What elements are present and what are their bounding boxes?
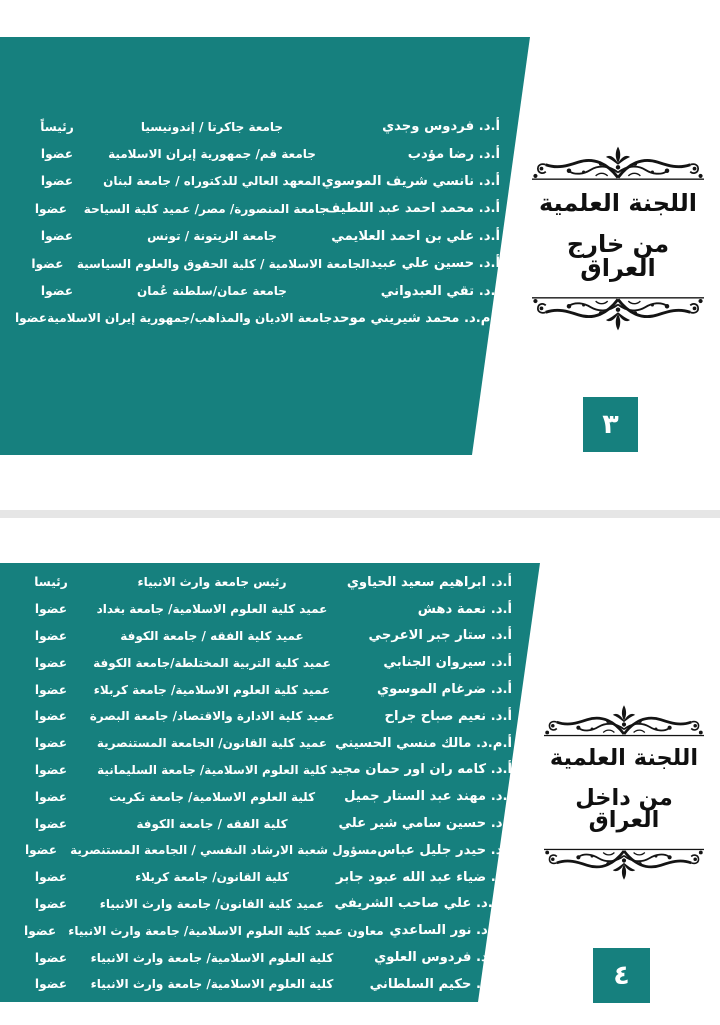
member-name: أ.د. ستار جبر الاعرجي — [368, 628, 512, 644]
member-name: أ.د. محمد احمد عبد اللطيف — [324, 201, 500, 217]
member-role: عضوا — [34, 977, 68, 992]
flourish-ornament-icon — [532, 292, 704, 336]
committee-list-outside — [14, 113, 500, 332]
member-affiliation: كلية العلوم الاسلامية/ جامعة السليمانية — [97, 762, 327, 777]
member-name: أ.م.د. محمد شيريني موحد — [332, 310, 500, 326]
member-affiliation: عميد كلية القانون/ الجامعة المستنصرية — [96, 736, 328, 751]
committee-row — [14, 305, 500, 332]
member-role: عضوا — [34, 762, 68, 777]
member-name: أ.د. فردوس وجدي — [382, 119, 500, 135]
member-role: عضوا — [34, 789, 68, 804]
member-affiliation: جامعة جاكرتا / إندونيسيا — [140, 119, 284, 134]
committee-row — [12, 596, 512, 623]
member-name: أ.د. ابراهيم سعيد الحياوي — [346, 574, 512, 590]
member-name: أ.د. رضا مؤدب — [407, 146, 500, 162]
member-affiliation: كلية العلوم الاسلامية/ جامعة وارث الانبياء — [90, 977, 334, 992]
committee-row — [18, 223, 500, 250]
member-role: عضوا — [31, 256, 64, 271]
member-role: عضوا — [34, 736, 68, 751]
member-affiliation: عميد كلية التربية المختلطة/جامعة الكوفة — [93, 655, 331, 670]
member-affiliation: جامعة المنصورة/ مصر/ عميد كلية السياحة — [83, 201, 328, 216]
committee-row — [18, 195, 500, 222]
committee-row — [12, 971, 512, 998]
member-role: عضوا — [40, 174, 74, 189]
member-affiliation: مسؤول شعبة الارشاد النفسي / الجامعة المستنصرية — [70, 843, 378, 858]
committee-row — [18, 250, 500, 277]
committee-row — [12, 676, 512, 703]
member-name: أ.د. كامه ران اور حمان مجيد — [330, 762, 512, 778]
member-role: عضوا — [34, 870, 68, 885]
member-affiliation: عميد كلية الادارة والاقتصاد/ جامعة البصرة — [89, 709, 335, 724]
member-role: عضوا — [34, 816, 68, 831]
committee-row — [12, 623, 512, 650]
member-name: أ.د. مهند عبد الستار جميل — [344, 789, 512, 805]
member-affiliation: كلية العلوم الاسلامية/ جامعة وارث الانبياء — [90, 950, 334, 965]
page-separator — [0, 510, 720, 518]
member-role: عضوا — [34, 201, 67, 216]
member-affiliation: جامعة الزيتونة / تونس — [147, 229, 277, 244]
committee-row — [18, 113, 500, 140]
member-role: عضوا — [24, 843, 58, 858]
member-role: عضوا — [34, 896, 68, 911]
committee-row — [12, 649, 512, 676]
flourish-ornament-icon — [532, 141, 704, 185]
committee-list-inside — [12, 569, 512, 998]
member-name: أ.د. سيروان الجنابي — [383, 655, 512, 671]
member-role: عضوا — [34, 709, 67, 724]
committee-row — [12, 944, 512, 971]
member-affiliation: كلية العلوم الاسلامية/ جامعة تكريت — [108, 789, 316, 804]
member-affiliation: جامعة الاديان والمذاهب/جمهورية إيران الاسلامية — [47, 311, 333, 326]
committee-title-line2: من داخل العراق — [575, 784, 673, 833]
member-affiliation: رئيس جامعة وارث الانبياء — [137, 575, 287, 590]
member-role: عضوا — [34, 602, 68, 617]
committee-row — [12, 837, 512, 864]
member-role: عضوا — [34, 655, 68, 670]
committee-title-line1: اللجنة العلمية — [538, 189, 698, 217]
member-name: أ.د. حسين علي عبيد — [369, 256, 500, 272]
member-role: عضوا — [14, 311, 48, 326]
member-name: أ.م.د. فردوس العلوي — [374, 950, 512, 966]
member-role: رئيساً — [40, 119, 74, 134]
member-name: أ.م.د. مالك منسي الحسيني — [335, 735, 512, 751]
member-affiliation: جامعة عمان/سلطنة عُمان — [137, 284, 287, 299]
member-affiliation: جامعة قم/ جمهورية إيران الاسلامية — [108, 147, 316, 162]
committee-row — [12, 757, 512, 784]
committee-row — [18, 168, 500, 195]
committee-row — [12, 864, 512, 891]
member-role: عضوا — [34, 950, 68, 965]
committee-row — [12, 569, 512, 596]
committee-title-line2: من خارج العراق — [566, 230, 670, 282]
member-name: أ.د. ضرغام الموسوي — [377, 682, 512, 698]
member-affiliation: عميد كلية الفقه / جامعة الكوفة — [120, 628, 304, 643]
member-name: أ.د. تقي العبدواني — [380, 283, 500, 299]
member-name: أ.د. نانسي شريف الموسوي — [321, 173, 500, 189]
member-role: عضوا — [24, 923, 57, 938]
member-affiliation: عميد كلية العلوم الاسلامية/ جامعة بغداد — [96, 602, 328, 617]
member-affiliation: عميد كلية القانون/ جامعة وارث الانبياء — [99, 896, 325, 911]
committee-row — [18, 277, 500, 304]
flourish-ornament-icon — [544, 844, 704, 885]
member-affiliation: الجامعة الاسلامية / كلية الحقوق والعلوم السياسية — [76, 256, 370, 271]
committee-row — [12, 917, 512, 944]
member-name: أ.د. نعيم صباح جراح — [384, 708, 512, 724]
member-name: أ.د. ضياء عبد الله عبود جابر — [336, 869, 512, 885]
member-affiliation: المعهد العالي للدكتوراه / جامعة لبنان — [103, 174, 321, 189]
page-number-badge: ٤ — [593, 948, 650, 1003]
page-number-badge: ٣ — [583, 397, 638, 452]
member-name: أ.م.د. علي صاحب الشريفي — [334, 896, 512, 912]
member-name: أ.د. حيدر جليل عباس — [377, 842, 512, 858]
committee-title-line1: اللجنة العلمية — [549, 745, 699, 771]
committee-row — [18, 140, 500, 167]
committee-row — [12, 891, 512, 918]
member-name: أ.م.د. نور الساعدي — [389, 923, 512, 939]
committee-row — [12, 703, 512, 730]
member-name: أ.د. علي بن احمد العلايمي — [331, 228, 500, 244]
member-name: أ.د. حسين سامي شير علي — [338, 816, 512, 832]
member-role: عضوا — [40, 147, 74, 162]
flourish-ornament-icon — [544, 700, 704, 741]
member-affiliation: عميد كلية العلوم الاسلامية/ جامعة كربلاء — [93, 682, 331, 697]
member-role: عضوا — [34, 682, 68, 697]
committee-row — [12, 730, 512, 757]
member-role: عضوا — [34, 628, 68, 643]
member-affiliation: كلية القانون/ جامعة كربلاء — [135, 870, 289, 885]
member-name: أ.م.د. حكيم السلطاني — [369, 976, 512, 992]
committee-row — [12, 810, 512, 837]
member-role: عضوا — [40, 284, 74, 299]
member-role: رئيسا — [34, 575, 68, 590]
committee-row — [12, 783, 512, 810]
title-panel-outside — [528, 141, 708, 336]
member-affiliation: كلية الفقه / جامعة الكوفة — [136, 816, 288, 831]
title-panel-inside — [543, 700, 705, 885]
member-affiliation: معاون عميد كلية العلوم الاسلامية/ جامعة وارث الانبياء — [68, 923, 384, 938]
member-role: عضوا — [40, 229, 74, 244]
member-name: أ.د. نعمة دهش — [417, 601, 512, 617]
